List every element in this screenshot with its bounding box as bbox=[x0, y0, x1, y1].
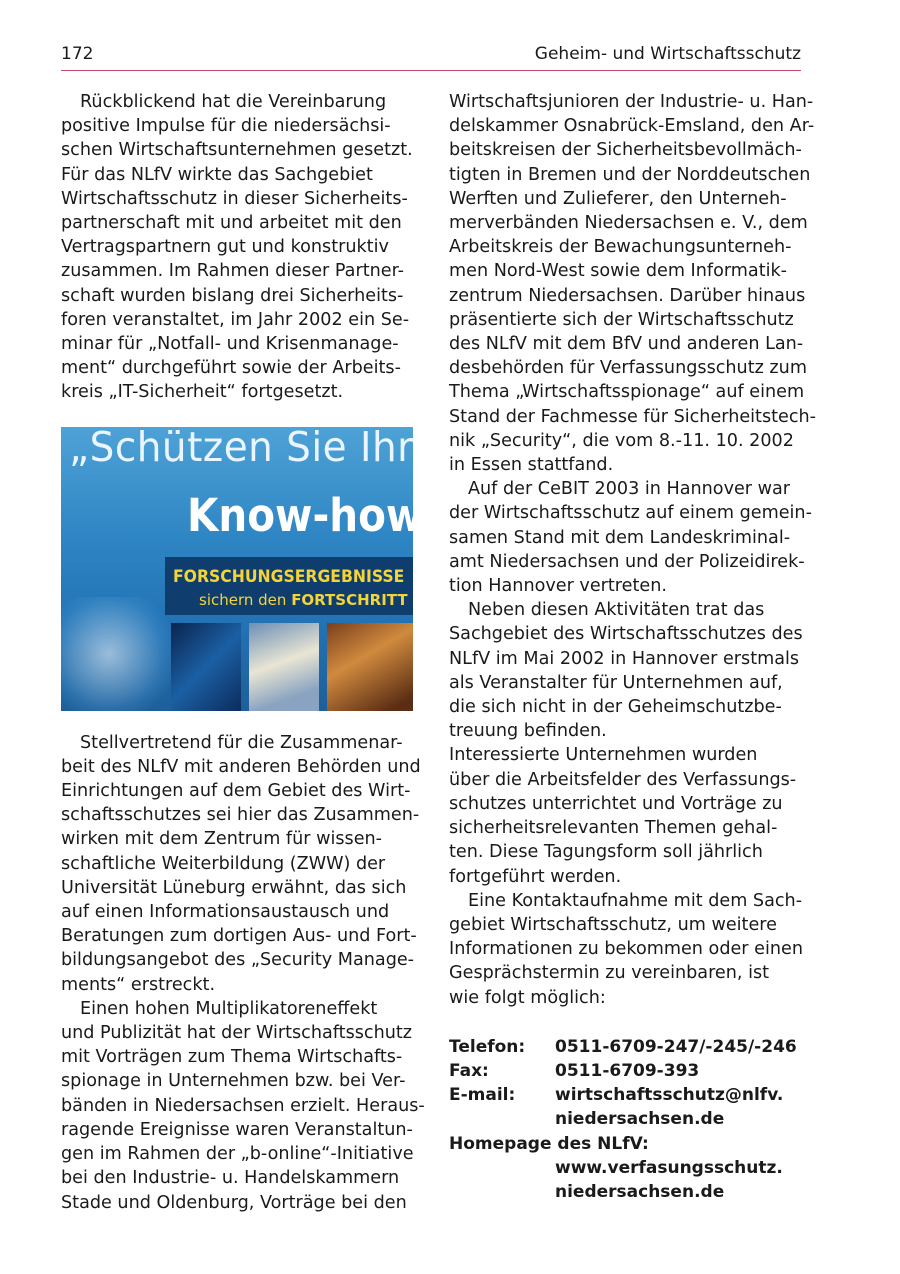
email-label: E-mail: bbox=[449, 1085, 516, 1106]
text-line: fortgeführt werden. bbox=[449, 866, 622, 887]
homepage-link-continued[interactable]: niedersachsen.de bbox=[555, 1181, 725, 1202]
paragraph-contact-intro bbox=[449, 889, 803, 1010]
contact-fax-row bbox=[449, 1059, 803, 1083]
paragraph-3 bbox=[61, 997, 425, 1215]
phone-label: Telefon: bbox=[449, 1036, 526, 1057]
text-line: Universität Lüneburg erwähnt, das sich bbox=[61, 877, 407, 898]
text-line: positive Impulse für die niedersächsi- bbox=[61, 116, 391, 137]
paragraph-activities bbox=[449, 598, 803, 888]
paragraph-2 bbox=[61, 731, 421, 997]
text-line: Werften und Zulieferer, den Unterneh- bbox=[449, 188, 787, 209]
poster-banner bbox=[165, 557, 413, 615]
text-line: zentrum Niedersachsen. Darüber hinaus bbox=[449, 285, 806, 306]
contact-block bbox=[449, 1035, 803, 1204]
email-address[interactable]: wirtschaftsschutz@nlfv. bbox=[555, 1085, 784, 1106]
text-line: Thema „Wirtschaftsspionage“ auf einem bbox=[449, 382, 805, 403]
fax-number: 0511-6709-393 bbox=[555, 1060, 700, 1081]
text-line: der Wirtschaftsschutz auf einem gemein- bbox=[449, 503, 812, 524]
poster-banner-title: FORSCHUNGSERGEBNISSE bbox=[173, 566, 405, 587]
text-line: kreis „IT-Sicherheit“ fortgesetzt. bbox=[61, 382, 344, 403]
text-line: schen Wirtschaftsunternehmen gesetzt. bbox=[61, 140, 413, 161]
poster-image-lab bbox=[249, 623, 319, 711]
right-column bbox=[449, 90, 817, 1204]
text-line: ten. Diese Tagungsform soll jährlich bbox=[449, 842, 763, 863]
text-line: beitskreisen der Sicherheitsbevollmäch- bbox=[449, 140, 802, 161]
paragraph-1 bbox=[61, 90, 413, 405]
text-line: Stade und Oldenburg, Vorträge bei den bbox=[61, 1192, 407, 1213]
text-line: in Essen stattfand. bbox=[449, 455, 614, 476]
text-line: Einrichtungen auf dem Gebiet des Wirt- bbox=[61, 781, 411, 802]
text-line: spionage in Unternehmen bzw. bei Ver- bbox=[61, 1071, 406, 1092]
text-line: Stand der Fachmesse für Sicherheitstech- bbox=[449, 406, 817, 427]
text-line: bänden in Niedersachsen erzielt. Heraus- bbox=[61, 1095, 425, 1116]
text-line: Einen hohen Multiplikatoreneffekt bbox=[80, 998, 378, 1019]
text-line: präsentierte sich der Wirtschaftsschutz bbox=[449, 309, 794, 330]
page-number: 172 bbox=[61, 44, 94, 64]
text-line: gebiet Wirtschaftsschutz, um weitere bbox=[449, 914, 777, 935]
text-line: Für das NLfV wirkte das Sachgebiet bbox=[61, 164, 373, 185]
text-line: Wirtschaftsjunioren der Industrie- u. Han- bbox=[449, 92, 814, 112]
text-line: wie folgt möglich: bbox=[449, 987, 606, 1008]
poster-banner-subtitle bbox=[199, 588, 408, 612]
photo-light-glow bbox=[61, 597, 181, 711]
text-line: merverbänden Niedersachsen e. V., dem bbox=[449, 213, 808, 234]
poster-image-circuit bbox=[171, 623, 241, 711]
text-line: treuung befinden. bbox=[449, 721, 607, 742]
text-line: schaftsschutzes sei hier das Zusammen- bbox=[61, 805, 420, 826]
text-line: ment“ durchgeführt sowie der Arbeits- bbox=[61, 358, 401, 379]
text-line: Beratungen zum dortigen Aus- und Fort- bbox=[61, 926, 417, 947]
poster-banner-subtitle-bold: FORTSCHRITT bbox=[291, 590, 408, 609]
text-line: ragende Ereignisse waren Veranstaltun- bbox=[61, 1119, 413, 1140]
homepage-label: Homepage des NLfV: bbox=[449, 1133, 649, 1154]
paragraph-continued bbox=[449, 90, 817, 477]
text-line: schaft wurden bislang drei Sicherheits- bbox=[61, 285, 404, 306]
text-line: Gesprächstermin zu vereinbaren, ist bbox=[449, 963, 770, 984]
text-line: Rückblickend hat die Vereinbarung bbox=[80, 92, 387, 112]
text-line: ments“ erstreckt. bbox=[61, 974, 216, 995]
text-line: Auf der CeBIT 2003 in Hannover war bbox=[468, 479, 791, 500]
text-line: Informationen zu bekommen oder einen bbox=[449, 939, 803, 960]
text-line: Wirtschaftsschutz in dieser Sicherheits- bbox=[61, 188, 408, 209]
text-line: wirken mit dem Zentrum für wissen- bbox=[61, 829, 383, 850]
text-line: NLfV im Mai 2002 in Hannover erstmals bbox=[449, 648, 800, 669]
text-line: Neben diesen Aktivitäten trat das bbox=[468, 600, 765, 621]
contact-phone-row bbox=[449, 1035, 803, 1059]
text-line: als Veranstalter für Unternehmen auf, bbox=[449, 672, 783, 693]
poster-headline: „Schützen Sie Ihr bbox=[69, 422, 414, 471]
poster-photo bbox=[61, 422, 450, 711]
text-line: gen im Rahmen der „b-online“-Initiative bbox=[61, 1144, 414, 1165]
text-line: Arbeitskreis der Bewachungsunterneh- bbox=[449, 237, 792, 258]
text-line: foren veranstaltet, im Jahr 2002 ein Se- bbox=[61, 309, 410, 330]
running-title: Geheim- und Wirtschaftsschutz bbox=[534, 44, 801, 64]
phone-number[interactable]: 0511-6709-247/-245/-246 bbox=[555, 1036, 797, 1057]
text-line: des NLfV mit dem BfV und anderen Lan- bbox=[449, 334, 804, 355]
poster-image-chip bbox=[327, 623, 413, 711]
text-line: schaftliche Weiterbildung (ZWW) der bbox=[61, 853, 386, 874]
paragraph-cebit bbox=[449, 477, 812, 598]
homepage-link[interactable]: www.verfasungsschutz. bbox=[555, 1157, 783, 1178]
text-line: und Publizität hat der Wirtschaftsschutz bbox=[61, 1023, 413, 1044]
fax-label: Fax: bbox=[449, 1060, 489, 1081]
contact-email-row bbox=[449, 1083, 803, 1107]
text-line: zusammen. Im Rahmen dieser Partner- bbox=[61, 261, 405, 282]
text-line: delskammer Osnabrück-Emsland, den Ar- bbox=[449, 116, 815, 137]
poster-banner-subtitle-prefix: sichern den bbox=[199, 590, 287, 609]
text-line: beit des NLfV mit anderen Behörden und bbox=[61, 756, 421, 777]
text-line: mit Vorträgen zum Thema Wirtschafts- bbox=[61, 1047, 403, 1068]
left-column bbox=[61, 90, 450, 1215]
text-line: tion Hannover vertreten. bbox=[449, 576, 667, 597]
text-line: Eine Kontaktaufnahme mit dem Sach- bbox=[468, 890, 803, 911]
text-line: samen Stand mit dem Landeskriminal- bbox=[449, 527, 791, 548]
text-line: amt Niedersachsen und der Polizeidirek- bbox=[449, 551, 805, 572]
text-line: schutzes unterrichtet und Vorträge zu bbox=[449, 793, 783, 814]
text-line: die sich nicht in der Geheimschutzbe- bbox=[449, 697, 782, 718]
text-line: nik „Security“, die vom 8.-11. 10. 2002 bbox=[449, 430, 794, 451]
text-line: tigten in Bremen und der Norddeutschen bbox=[449, 164, 811, 185]
text-line: minar für „Notfall- und Krisenmanage- bbox=[61, 334, 399, 355]
text-line: bei den Industrie- u. Handelskammern bbox=[61, 1168, 400, 1189]
page-header bbox=[61, 44, 801, 71]
text-line: auf einen Informationsaustausch und bbox=[61, 902, 390, 923]
text-line: Stellvertretend für die Zusammenar- bbox=[80, 732, 403, 753]
text-line: Vertragspartnern gut und konstruktiv bbox=[61, 237, 389, 258]
text-line: partnerschaft mit und arbeitet mit den bbox=[61, 213, 402, 234]
text-line: über die Arbeitsfelder des Verfassungs- bbox=[449, 769, 797, 790]
text-line: desbehörden für Verfassungsschutz zum bbox=[449, 358, 807, 379]
text-line: bildungsangebot des „Security Manage- bbox=[61, 950, 415, 971]
text-line: sicherheitsrelevanten Themen gehal- bbox=[449, 818, 778, 839]
text-line: men Nord-West sowie dem Informatik- bbox=[449, 261, 788, 282]
text-line: Sachgebiet des Wirtschaftsschutzes des bbox=[449, 624, 803, 645]
text-line: Interessierte Unternehmen wurden bbox=[449, 745, 758, 766]
email-address-continued[interactable]: niedersachsen.de bbox=[555, 1109, 725, 1130]
poster-subheadline: Know-how“ bbox=[187, 488, 450, 542]
